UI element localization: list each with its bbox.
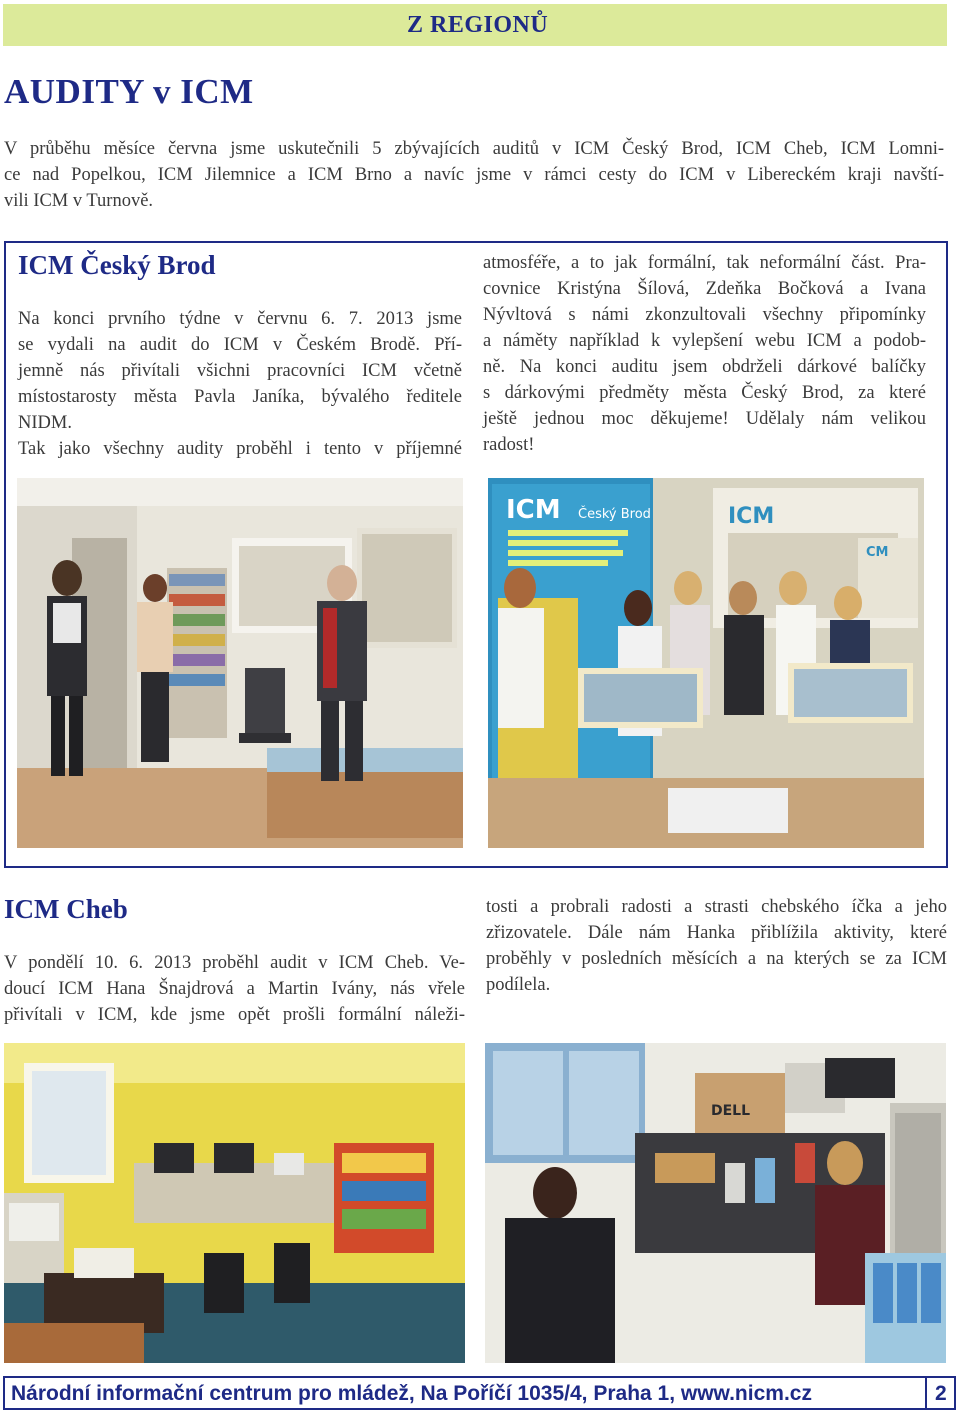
cheb-line: přivítali v ICM, kde jsme opět prošli formální náleži-: [4, 1005, 465, 1025]
page-footer: [3, 1376, 956, 1410]
section-banner: [3, 4, 947, 46]
brod-group-photo: [488, 478, 924, 848]
brod-text-right-column: [483, 250, 926, 458]
brod-section-title: ICM Český Brod: [18, 250, 216, 280]
banner-icm-text: ICM: [506, 495, 561, 525]
brod-line: ně. Na konci auditu jsem obdrželi dárkové balíčky: [483, 357, 926, 377]
brod-office-photo: [17, 478, 463, 848]
brod-line: s dárkovými předměty města Český Brod, za které: [483, 383, 926, 403]
intro-line: V průběhu měsíce června jsme uskutečnili 5 zbývajících auditů v ICM Český Brod, ICM Cheb, ICM Lomni-: [4, 139, 944, 159]
brod-line: jemně nás přivítali všichni pracovníci ICM včetně: [18, 361, 462, 381]
cheb-line: proběhly v posledních měsících a na kterých se za ICM: [486, 949, 947, 969]
brod-line: covnice Kristýna Šílová, Zdeňka Bočková a Ivana: [483, 279, 926, 299]
brod-line: Na konci prvního týdne v červnu 6. 7. 2013 jsme: [18, 309, 462, 329]
brod-line: místostarosty města Pavla Janíka, bývalého ředitele: [18, 387, 462, 407]
section-label: Z REGIONŮ: [407, 12, 549, 38]
cheb-line: doucí ICM Hana Šnajdrová a Martin Ivány, nás vřele: [4, 979, 465, 999]
article-intro: [4, 136, 944, 214]
page-number: 2: [935, 1382, 947, 1405]
brod-line: ještě jednou moc děkujeme! Udělaly nám velikou: [483, 409, 926, 429]
banner-city-text: Český Brod: [578, 507, 651, 522]
poster-icm-text: ICM: [728, 504, 775, 529]
cheb-line: tosti a probrali radosti a strasti chebského íčka a jeho: [486, 897, 947, 917]
brod-line: atmosféře, a to jak formální, tak neformální část. Pra-: [483, 253, 926, 273]
intro-line: ce nad Popelkou, ICM Jilemnice a ICM Brno a navíc jsme v rámci cesty do ICM v Libereckém kraji navští-: [4, 165, 944, 185]
brod-text-left-column: [18, 306, 462, 462]
cheb-text-left-column: [4, 950, 465, 1028]
brod-line: se vydali na audit do ICM v Českém Brodě. Pří-: [18, 335, 462, 355]
footer-address: Národní informační centrum pro mládež, Na Poříčí 1035/4, Praha 1, www.nicm.cz: [11, 1382, 812, 1405]
brod-line: radost!: [483, 435, 535, 455]
cheb-text-right-column: [486, 894, 947, 998]
brod-line: Tak jako všechny audity proběhl i tento v příjemné: [18, 439, 462, 459]
intro-line: vili ICM v Turnově.: [4, 191, 154, 211]
cheb-line: podílela.: [486, 975, 551, 995]
box-brand-text: DELL: [711, 1103, 751, 1119]
cheb-meeting-photo: [485, 1043, 946, 1363]
brod-line: Nývltová s námi zkonzultovali všechny připomínky: [483, 305, 926, 325]
brod-line: a náměty například k vylepšení webu ICM a podob-: [483, 331, 926, 351]
poster-cm-text: CM: [866, 545, 889, 560]
cheb-section-title: ICM Cheb: [4, 894, 128, 924]
cheb-office-photo: [4, 1043, 465, 1363]
brod-line: NIDM.: [18, 413, 72, 433]
article-title: AUDITY v ICM: [4, 72, 254, 111]
footer-divider: [925, 1378, 927, 1408]
cheb-line: V pondělí 10. 6. 2013 proběhl audit v ICM Cheb. Ve-: [4, 953, 465, 973]
cheb-line: zřizovatele. Dále nám Hanka přiblížila aktivity, které: [486, 923, 947, 943]
